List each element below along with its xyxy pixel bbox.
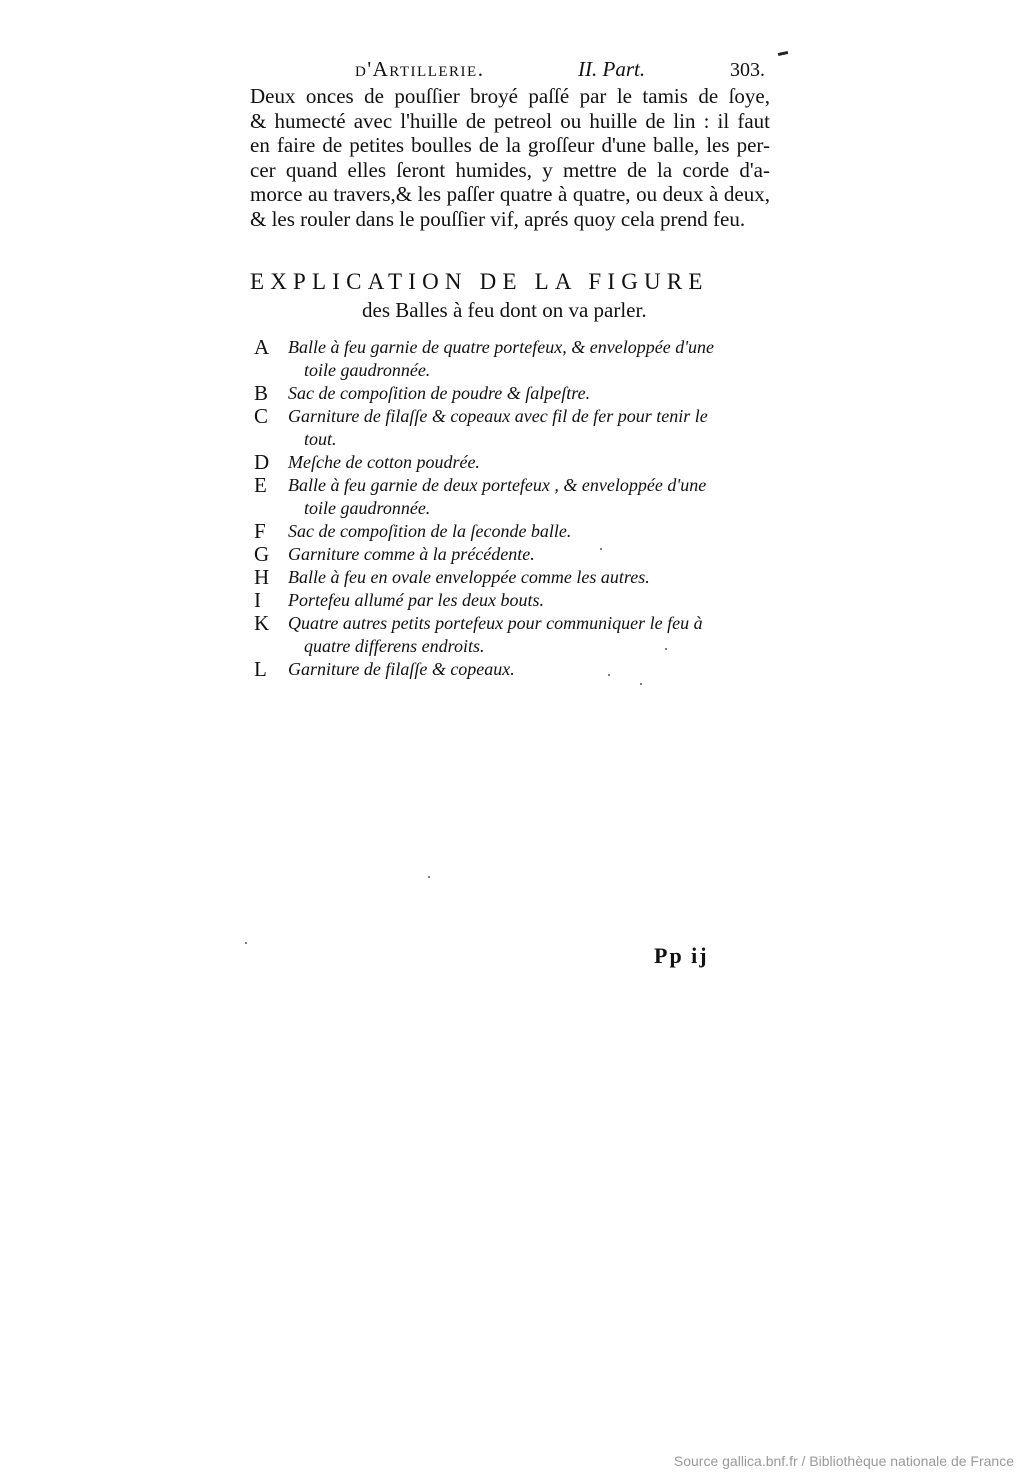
- signature-mark: Pp ij: [654, 943, 709, 968]
- heading-sub: des Balles à feu dont on va parler.: [362, 298, 647, 322]
- paper-speck: [245, 942, 247, 944]
- legend-letter: L: [254, 657, 267, 681]
- legend-letter: E: [254, 473, 267, 497]
- legend-item-f: [254, 520, 774, 543]
- legend-text: [288, 474, 774, 520]
- figure-legend: [254, 336, 774, 681]
- legend-text: [288, 520, 774, 543]
- legend-item-e: [254, 474, 774, 520]
- legend-letter: D: [254, 450, 270, 474]
- running-head-title: d'Artillerie.: [355, 57, 485, 81]
- heading-main: EXPLICATION DE LA FIGURE: [250, 269, 709, 294]
- legend-letter: K: [254, 611, 270, 635]
- legend-line: Balle à feu garnie de quatre portefeux, & enveloppée d'une: [288, 337, 715, 357]
- legend-text: [288, 543, 774, 566]
- legend-text: [288, 658, 774, 681]
- legend-item-h: [254, 566, 774, 589]
- legend-line: Portefeu allumé par les deux bouts.: [288, 590, 544, 610]
- legend-item-l: [254, 658, 774, 681]
- paper-speck: [600, 548, 602, 550]
- legend-text: [288, 612, 774, 658]
- legend-letter: G: [254, 542, 270, 566]
- legend-text: [288, 566, 774, 589]
- legend-text: [288, 589, 774, 612]
- legend-letter: I: [254, 588, 261, 612]
- legend-line: Meſche de cotton poudrée.: [288, 452, 480, 472]
- legend-line: Garniture de filaſſe & copeaux avec fil de fer pour tenir le: [288, 406, 708, 426]
- legend-line: Balle à feu garnie de deux portefeux , & enveloppée d'une: [288, 475, 707, 495]
- legend-text: [288, 336, 774, 382]
- legend-letter: F: [254, 519, 266, 543]
- legend-item-g: [254, 543, 774, 566]
- legend-item-i: [254, 589, 774, 612]
- legend-item-b: [254, 382, 774, 405]
- legend-line: Garniture comme à la précédente.: [288, 544, 535, 564]
- legend-item-d: [254, 451, 774, 474]
- running-head: [355, 56, 765, 82]
- legend-text: [288, 405, 774, 451]
- legend-line: Sac de compoſition de poudre & ſalpeſtre.: [288, 383, 591, 403]
- body-line: Deux onces de pouſſier broyé paſſé par le tamis de ſoye,: [250, 84, 770, 108]
- legend-letter: H: [254, 565, 270, 589]
- legend-letter: A: [254, 335, 270, 359]
- section-heading: [250, 268, 770, 324]
- running-head-part: II. Part.: [578, 57, 646, 81]
- legend-text: [288, 451, 774, 474]
- body-line: en faire de petites boulles de la groſſeur d'une balle, les per-: [250, 133, 770, 157]
- margin-mark: [778, 51, 788, 56]
- legend-item-c: [254, 405, 774, 451]
- legend-line: Garniture de filaſſe & copeaux.: [288, 659, 515, 679]
- source-footer: Source gallica.bnf.fr / Bibliothèque nationale de France: [673, 1453, 1014, 1469]
- legend-line: Quatre autres petits portefeux pour communiquer le feu à: [288, 613, 703, 633]
- legend-continuation: toile gaudronnée.: [304, 498, 431, 518]
- legend-line: Balle à feu en ovale enveloppée comme les autres.: [288, 567, 650, 587]
- body-paragraph: [250, 84, 770, 231]
- paper-speck: [640, 683, 642, 685]
- paper-speck: [665, 648, 667, 650]
- paper-speck: [608, 674, 610, 676]
- legend-text: [288, 382, 774, 405]
- legend-letter: B: [254, 381, 269, 405]
- legend-line: Sac de compoſition de la ſeconde balle.: [288, 521, 572, 541]
- legend-item-k: [254, 612, 774, 658]
- legend-letter: C: [254, 404, 269, 428]
- body-line: & humecté avec l'huille de petreol ou huille de lin : il faut: [250, 108, 770, 133]
- page-number: 303.: [730, 59, 765, 81]
- body-line: morce au travers,& les paſſer quatre à quatre, ou deux à deux,: [250, 182, 770, 206]
- body-line: cer quand elles ſeront humides, y mettre de la corde d'a-: [250, 157, 770, 182]
- legend-continuation: toile gaudronnée.: [304, 360, 431, 380]
- legend-continuation: tout.: [304, 429, 337, 449]
- legend-continuation: quatre differens endroits.: [304, 636, 485, 656]
- paper-speck: [428, 876, 430, 878]
- body-line: & les rouler dans le pouſſier vif, aprés quoy cela prend feu.: [250, 206, 746, 231]
- legend-item-a: [254, 336, 774, 382]
